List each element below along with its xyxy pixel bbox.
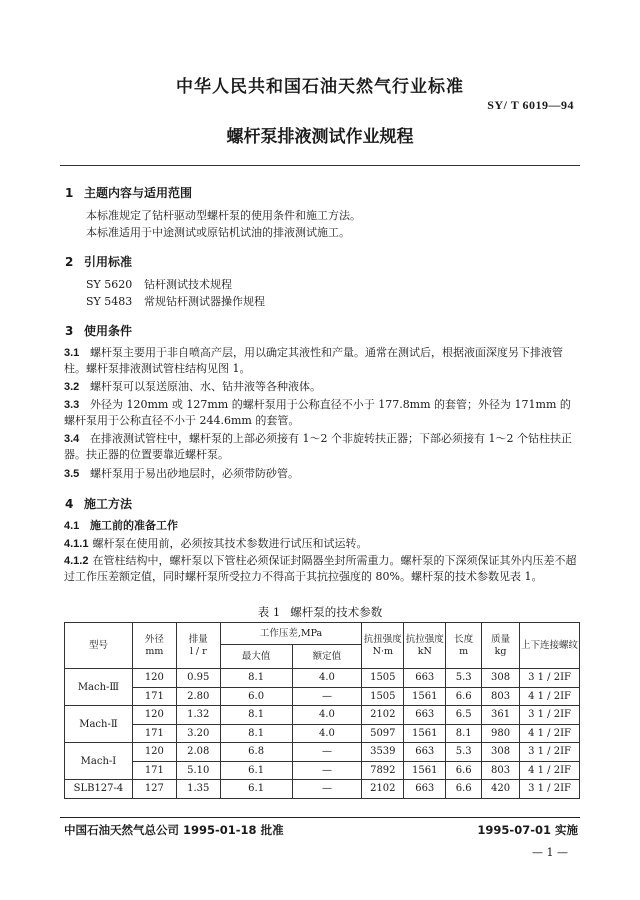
header-unit: l / r — [189, 645, 207, 657]
clause-3-3 — [64, 397, 580, 429]
cell-length: 5.3 — [446, 743, 482, 762]
header-torque-strength — [362, 623, 404, 669]
cell-mass: 361 — [482, 706, 520, 725]
reference-code: SY 5620 — [86, 278, 133, 291]
clause-text: 螺杆泵在使用前，必须按其技术参数进行试压和试运转。 — [92, 537, 368, 550]
header-label: 外径 — [144, 633, 164, 645]
cell-thread: 3 1 / 2IF — [520, 743, 580, 762]
cell-torque: 7892 — [362, 761, 404, 780]
clause-number: 4.1.1 — [64, 538, 89, 550]
table-title: 螺杆泵的技术参数 — [290, 605, 383, 619]
cell-od: 171 — [132, 761, 176, 780]
table-row — [65, 780, 580, 799]
header-unit: m — [459, 645, 469, 657]
cell-tensile: 1561 — [404, 724, 446, 743]
clause-text: 在排液测试管柱中，螺杆泵的上部必须接有 1～2 个非旋转扶正器；下部必须接有 1～2 个钻柱扶正器。扶正器的位置要靠近螺杆泵。 — [64, 432, 572, 461]
cell-model: Mach-Ⅱ — [65, 706, 133, 743]
cell-tensile: 1561 — [404, 687, 446, 706]
approval-line: 中国石油天然气总公司 1995-01-18 批准 — [64, 823, 284, 837]
cell-thread: 4 1 / 2IF — [520, 724, 580, 743]
cell-mass: 803 — [482, 761, 520, 780]
section-number: 1 — [65, 186, 74, 200]
clause-3-5 — [64, 466, 580, 482]
clause-text: 螺杆泵用于易出砂地层时，必须带防砂管。 — [90, 467, 299, 480]
clause-number: 4.1.2 — [64, 555, 89, 567]
cell-rated: — — [292, 761, 362, 780]
cell-max: 8.1 — [220, 669, 292, 688]
cell-max: 6.8 — [220, 743, 292, 762]
cell-displacement: 2.80 — [176, 687, 220, 706]
cell-max: 6.0 — [220, 687, 292, 706]
cell-max: 6.1 — [220, 761, 292, 780]
cell-length: 5.3 — [446, 669, 482, 688]
section-4-heading — [65, 495, 132, 512]
reference-name: 常规钻杆测试器操作规程 — [144, 295, 265, 308]
section-1-paragraph-1: 本标准规定了钻杆驱动型螺杆泵的使用条件和施工方法。 — [86, 209, 361, 222]
cell-mass: 980 — [482, 724, 520, 743]
cell-model: SLB127-4 — [65, 780, 133, 799]
clause-3-1 — [64, 345, 580, 377]
cell-displacement: 1.35 — [176, 780, 220, 799]
table-number: 表 1 — [257, 605, 281, 619]
cell-mass: 803 — [482, 687, 520, 706]
reference-standard-2 — [86, 294, 265, 310]
cell-tensile: 663 — [404, 706, 446, 725]
cell-torque: 5097 — [362, 724, 404, 743]
clause-text: 螺杆泵主要用于非自喷高产层，用以确定其液性和产量。通常在测试后，根据液面深度另下排液管柱。螺杆泵排液测试管柱结构见图 1。 — [64, 346, 563, 375]
header-label: 排量 — [188, 633, 208, 645]
section-title: 主题内容与适用范围 — [84, 186, 193, 200]
page-number: — 1 — — [532, 846, 568, 859]
header-working-pressure: 工作压差,MPa — [220, 623, 362, 645]
cell-tensile: 1561 — [404, 761, 446, 780]
header-label: 质量 — [491, 633, 511, 645]
cell-displacement: 0.95 — [176, 669, 220, 688]
bottom-rule — [60, 817, 580, 818]
cell-od: 171 — [132, 687, 176, 706]
reference-code: SY 5483 — [86, 295, 133, 308]
section-title: 施工方法 — [84, 497, 133, 511]
clause-text: 外径为 120mm 或 127mm 的螺杆泵用于公称直径不小于 177.8mm 的套管；外径为 171mm 的螺杆泵用于公称直径不小于 244.6mm 的套管。 — [64, 398, 571, 427]
table-row — [65, 761, 580, 780]
table-row — [65, 687, 580, 706]
header-unit: kN — [417, 645, 432, 657]
header-organization: 中华人民共和国石油天然气行业标准 — [176, 77, 464, 97]
header-rated-value: 额定值 — [292, 645, 362, 669]
cell-model: Mach-Ⅰ — [65, 743, 133, 780]
header-label: 抗拉强度 — [405, 633, 444, 645]
cell-length: 6.6 — [446, 761, 482, 780]
cell-max: 8.1 — [220, 706, 292, 725]
section-number: 4 — [65, 497, 74, 511]
cell-mass: 308 — [482, 669, 520, 688]
header-mass — [482, 623, 520, 669]
clause-number: 3.2 — [64, 381, 80, 393]
cell-thread: 4 1 / 2IF — [520, 687, 580, 706]
reference-standard-1 — [86, 277, 232, 293]
header-outer-diameter — [132, 623, 176, 669]
cell-rated: 4.0 — [292, 706, 362, 725]
cell-displacement: 1.32 — [176, 706, 220, 725]
header-unit: kg — [494, 645, 507, 657]
cell-thread: 4 1 / 2IF — [520, 761, 580, 780]
cell-max: 6.1 — [220, 780, 292, 799]
cell-rated: — — [292, 687, 362, 706]
header-unit: mm — [145, 645, 164, 657]
header-displacement — [176, 623, 220, 669]
clause-number: 4.1 — [64, 520, 80, 532]
top-rule — [60, 165, 580, 166]
section-number: 2 — [65, 255, 74, 269]
table-row — [65, 669, 580, 688]
clause-text: 施工前的准备工作 — [90, 519, 178, 532]
section-3-heading — [65, 322, 132, 339]
clause-number: 3.4 — [64, 433, 80, 445]
clause-number: 3.3 — [64, 399, 80, 411]
section-1-paragraph-2: 本标准适用于中途测试或原钻机试油的排液测试施工。 — [86, 226, 350, 239]
clause-text: 螺杆泵可以泵送原油、水、钻井液等各种液体。 — [90, 380, 321, 393]
cell-rated: — — [292, 743, 362, 762]
header-length — [446, 623, 482, 669]
cell-od: 171 — [132, 724, 176, 743]
header-max-value: 最大值 — [220, 645, 292, 669]
cell-length: 6.6 — [446, 687, 482, 706]
cell-thread: 3 1 / 2IF — [520, 706, 580, 725]
header-unit: N·m — [372, 645, 393, 657]
cell-model: Mach-Ⅲ — [65, 669, 133, 706]
cell-tensile: 663 — [404, 780, 446, 799]
table-row — [65, 706, 580, 725]
cell-displacement: 2.08 — [176, 743, 220, 762]
clause-number: 3.1 — [64, 347, 80, 359]
cell-torque: 2102 — [362, 780, 404, 799]
cell-displacement: 5.10 — [176, 761, 220, 780]
section-number: 3 — [65, 324, 74, 338]
cell-torque: 3539 — [362, 743, 404, 762]
cell-od: 127 — [132, 780, 176, 799]
cell-torque: 1505 — [362, 669, 404, 688]
cell-mass: 420 — [482, 780, 520, 799]
header-connection-thread: 上下连接螺纹 — [520, 623, 580, 669]
cell-thread: 3 1 / 2IF — [520, 669, 580, 688]
table-row — [65, 743, 580, 762]
cell-tensile: 663 — [404, 743, 446, 762]
header-tensile-strength — [404, 623, 446, 669]
cell-od: 120 — [132, 743, 176, 762]
clause-number: 3.5 — [64, 468, 80, 480]
cell-rated: — — [292, 780, 362, 799]
cell-od: 120 — [132, 706, 176, 725]
clause-3-2 — [64, 379, 580, 395]
section-title: 引用标准 — [84, 255, 133, 269]
cell-displacement: 3.20 — [176, 724, 220, 743]
standard-code: SY/ T 6019—94 — [487, 98, 574, 112]
cell-tensile: 663 — [404, 669, 446, 688]
clause-3-4 — [64, 431, 580, 463]
clause-text: 在管柱结构中，螺杆泵以下管柱必须保证封隔器坐封所需重力。螺杆泵的下深须保证其外内压差不超过工作压差额定值，同时螺杆泵所受拉力不得高于其抗拉强度的 80%。螺杆泵的技术参数见表 1。 — [64, 554, 577, 583]
parameters-table — [64, 622, 580, 799]
cell-length: 6.6 — [446, 780, 482, 799]
cell-torque: 2102 — [362, 706, 404, 725]
cell-thread: 3 1 / 2IF — [520, 780, 580, 799]
reference-name: 钻杆测试技术规程 — [144, 278, 232, 291]
table-caption — [0, 604, 640, 620]
cell-length: 6.5 — [446, 706, 482, 725]
section-title: 使用条件 — [84, 324, 133, 338]
table-row — [65, 724, 580, 743]
cell-mass: 308 — [482, 743, 520, 762]
cell-od: 120 — [132, 669, 176, 688]
document-title: 螺杆泵排液测试作业规程 — [226, 127, 414, 147]
clause-4-1 — [64, 518, 580, 534]
cell-length: 8.1 — [446, 724, 482, 743]
section-2-heading — [65, 253, 132, 270]
header-label: 抗扭强度 — [363, 633, 402, 645]
cell-torque: 1505 — [362, 687, 404, 706]
section-1-heading — [65, 184, 192, 201]
implementation-date: 1995-07-01 实施 — [477, 823, 578, 837]
cell-max: 8.1 — [220, 724, 292, 743]
cell-rated: 4.0 — [292, 669, 362, 688]
header-model: 型号 — [65, 623, 133, 669]
header-label: 长度 — [454, 633, 474, 645]
cell-rated: 4.0 — [292, 724, 362, 743]
clause-4-1-2 — [64, 553, 580, 585]
clause-4-1-1 — [64, 536, 580, 552]
